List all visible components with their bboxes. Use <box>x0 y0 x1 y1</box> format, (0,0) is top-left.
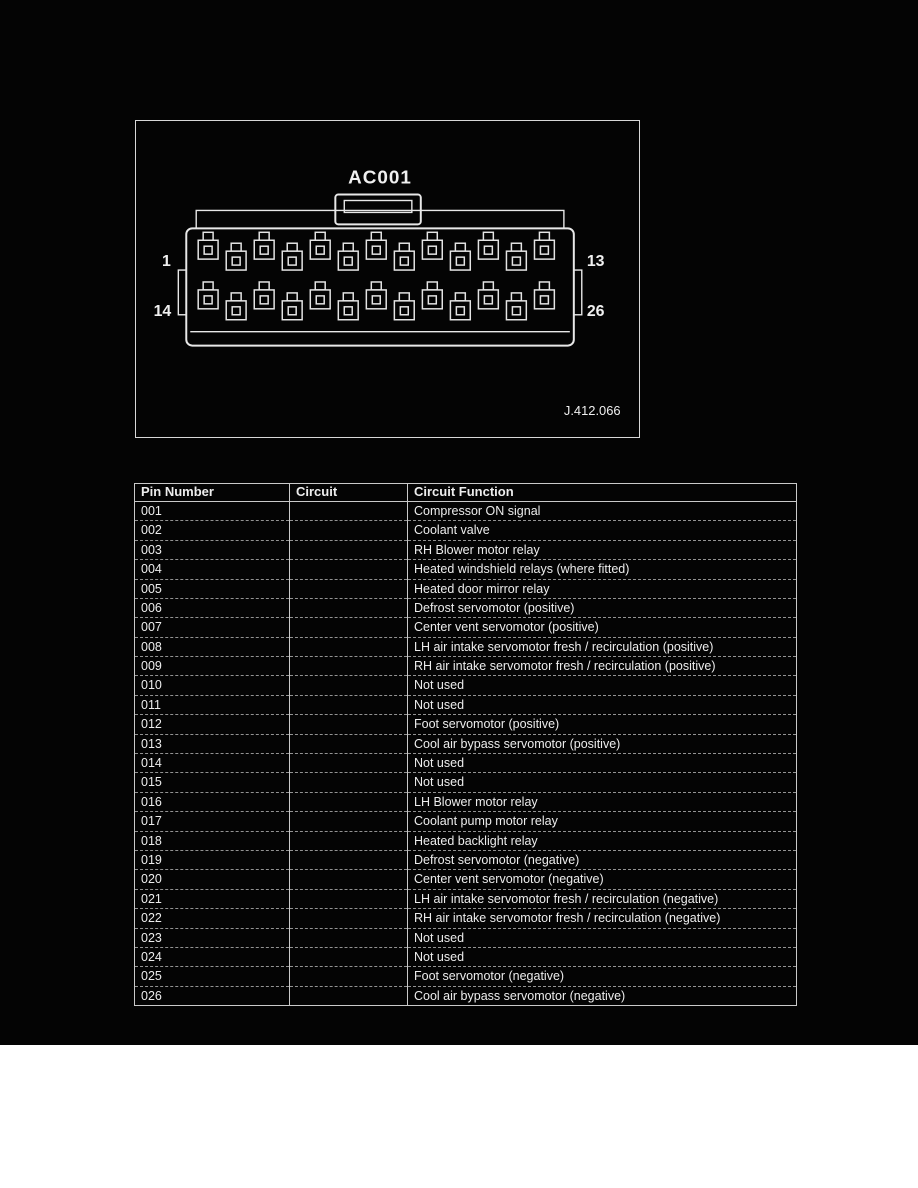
cell-circuit <box>290 909 408 928</box>
connector-pin <box>394 243 414 270</box>
cell-function: Not used <box>408 676 797 695</box>
table-row <box>135 986 797 1005</box>
pin-label-row2-end: 26 <box>586 302 605 320</box>
connector-pin <box>254 232 274 259</box>
cell-pin: 004 <box>135 560 290 579</box>
table-row <box>135 598 797 617</box>
header-circuit: Circuit <box>290 484 408 502</box>
connector-pin <box>226 243 246 270</box>
table-row <box>135 928 797 947</box>
cell-pin: 024 <box>135 947 290 966</box>
table-row <box>135 812 797 831</box>
connector-pin <box>310 232 330 259</box>
cell-function: Not used <box>408 947 797 966</box>
cell-circuit <box>290 754 408 773</box>
pin-label-row1-start: 1 <box>161 253 171 271</box>
table-row <box>135 947 797 966</box>
cell-function: Heated door mirror relay <box>408 579 797 598</box>
pin-label-row2-start: 14 <box>153 302 172 320</box>
cell-pin: 003 <box>135 540 290 559</box>
cell-pin: 009 <box>135 657 290 676</box>
cell-function: Compressor ON signal <box>408 501 797 520</box>
header-row <box>135 484 797 502</box>
cell-circuit <box>290 501 408 520</box>
figure-reference: J.412.066 <box>563 403 621 419</box>
table-row <box>135 734 797 753</box>
cell-circuit <box>290 676 408 695</box>
cell-pin: 006 <box>135 598 290 617</box>
table-row <box>135 501 797 520</box>
cell-circuit <box>290 870 408 889</box>
cell-circuit <box>290 579 408 598</box>
cell-function: LH Blower motor relay <box>408 792 797 811</box>
cell-function: Defrost servomotor (negative) <box>408 850 797 869</box>
connector-pin <box>282 293 302 320</box>
cell-function: RH air intake servomotor fresh / recirculation (positive) <box>408 657 797 676</box>
cell-pin: 026 <box>135 986 290 1005</box>
cell-circuit <box>290 540 408 559</box>
table-row <box>135 792 797 811</box>
table-row <box>135 889 797 908</box>
table-row <box>135 676 797 695</box>
connector-pin <box>450 293 470 320</box>
cell-circuit <box>290 792 408 811</box>
cell-circuit <box>290 560 408 579</box>
connector-pin <box>422 232 442 259</box>
connector-pin <box>506 293 526 320</box>
cell-function: Heated backlight relay <box>408 831 797 850</box>
cell-circuit <box>290 850 408 869</box>
connector-pin <box>254 282 274 309</box>
cell-pin: 016 <box>135 792 290 811</box>
cell-circuit <box>290 812 408 831</box>
cell-circuit <box>290 773 408 792</box>
connector-pin <box>366 282 386 309</box>
connector-diagram <box>136 121 639 437</box>
cell-pin: 005 <box>135 579 290 598</box>
cell-function: LH air intake servomotor fresh / recirculation (positive) <box>408 637 797 656</box>
connector-pin <box>422 282 442 309</box>
cell-function: Center vent servomotor (negative) <box>408 870 797 889</box>
connector-pin <box>310 282 330 309</box>
table-row <box>135 909 797 928</box>
connector-diagram-panel <box>135 120 640 438</box>
cell-circuit <box>290 618 408 637</box>
table-row <box>135 870 797 889</box>
cell-function: RH Blower motor relay <box>408 540 797 559</box>
header-pin-number: Pin Number <box>135 484 290 502</box>
connector-pin <box>506 243 526 270</box>
cell-function: Not used <box>408 695 797 714</box>
table-row <box>135 521 797 540</box>
pin-table-body <box>135 501 797 1005</box>
cell-pin: 025 <box>135 967 290 986</box>
cell-function: Not used <box>408 773 797 792</box>
cell-pin: 020 <box>135 870 290 889</box>
cell-function: Foot servomotor (positive) <box>408 715 797 734</box>
connector-pin <box>226 293 246 320</box>
cell-pin: 021 <box>135 889 290 908</box>
table-row <box>135 850 797 869</box>
pinout-table <box>134 483 797 1006</box>
table-row <box>135 773 797 792</box>
table-row <box>135 657 797 676</box>
cell-circuit <box>290 521 408 540</box>
cell-function: Cool air bypass servomotor (positive) <box>408 734 797 753</box>
cell-function: Cool air bypass servomotor (negative) <box>408 986 797 1005</box>
table-row <box>135 579 797 598</box>
table-row <box>135 637 797 656</box>
header-circuit-function: Circuit Function <box>408 484 797 502</box>
cell-pin: 011 <box>135 695 290 714</box>
connector-pin <box>478 282 498 309</box>
connector-pin <box>450 243 470 270</box>
connector-pin <box>282 243 302 270</box>
cell-pin: 015 <box>135 773 290 792</box>
table-row <box>135 540 797 559</box>
table-row <box>135 618 797 637</box>
connector-pin <box>198 232 218 259</box>
cell-function: RH air intake servomotor fresh / recirculation (negative) <box>408 909 797 928</box>
cell-pin: 019 <box>135 850 290 869</box>
cell-circuit <box>290 986 408 1005</box>
cell-pin: 013 <box>135 734 290 753</box>
table-row <box>135 967 797 986</box>
cell-circuit <box>290 695 408 714</box>
cell-function: LH air intake servomotor fresh / recirculation (negative) <box>408 889 797 908</box>
cell-pin: 001 <box>135 501 290 520</box>
connector-title: AC001 <box>348 167 412 189</box>
connector-pin <box>198 282 218 309</box>
cell-circuit <box>290 947 408 966</box>
cell-circuit <box>290 889 408 908</box>
connector-pin <box>338 243 358 270</box>
cell-function: Foot servomotor (negative) <box>408 967 797 986</box>
cell-circuit <box>290 637 408 656</box>
connector-pins <box>198 232 554 319</box>
cell-circuit <box>290 657 408 676</box>
cell-function: Not used <box>408 754 797 773</box>
connector-pin <box>534 282 554 309</box>
table-row <box>135 715 797 734</box>
connector-pin <box>534 232 554 259</box>
cell-function: Coolant pump motor relay <box>408 812 797 831</box>
table-row <box>135 754 797 773</box>
cell-function: Center vent servomotor (positive) <box>408 618 797 637</box>
table-row <box>135 695 797 714</box>
cell-circuit <box>290 598 408 617</box>
cell-pin: 007 <box>135 618 290 637</box>
cell-pin: 023 <box>135 928 290 947</box>
cell-pin: 017 <box>135 812 290 831</box>
cell-function: Heated windshield relays (where fitted) <box>408 560 797 579</box>
connector-pin <box>366 232 386 259</box>
connector-pin <box>478 232 498 259</box>
connector-pin <box>394 293 414 320</box>
cell-function: Not used <box>408 928 797 947</box>
cell-pin: 002 <box>135 521 290 540</box>
cell-circuit <box>290 928 408 947</box>
pinout-table-header <box>135 484 797 502</box>
cell-function: Coolant valve <box>408 521 797 540</box>
table-row <box>135 560 797 579</box>
cell-pin: 022 <box>135 909 290 928</box>
pin-label-row1-end: 13 <box>586 253 605 271</box>
cell-pin: 008 <box>135 637 290 656</box>
cell-circuit <box>290 831 408 850</box>
cell-pin: 014 <box>135 754 290 773</box>
cell-function: Defrost servomotor (positive) <box>408 598 797 617</box>
cell-circuit <box>290 715 408 734</box>
cell-circuit <box>290 967 408 986</box>
connector-pin <box>338 293 358 320</box>
cell-pin: 018 <box>135 831 290 850</box>
table-row <box>135 831 797 850</box>
cell-circuit <box>290 734 408 753</box>
cell-pin: 010 <box>135 676 290 695</box>
cell-pin: 012 <box>135 715 290 734</box>
